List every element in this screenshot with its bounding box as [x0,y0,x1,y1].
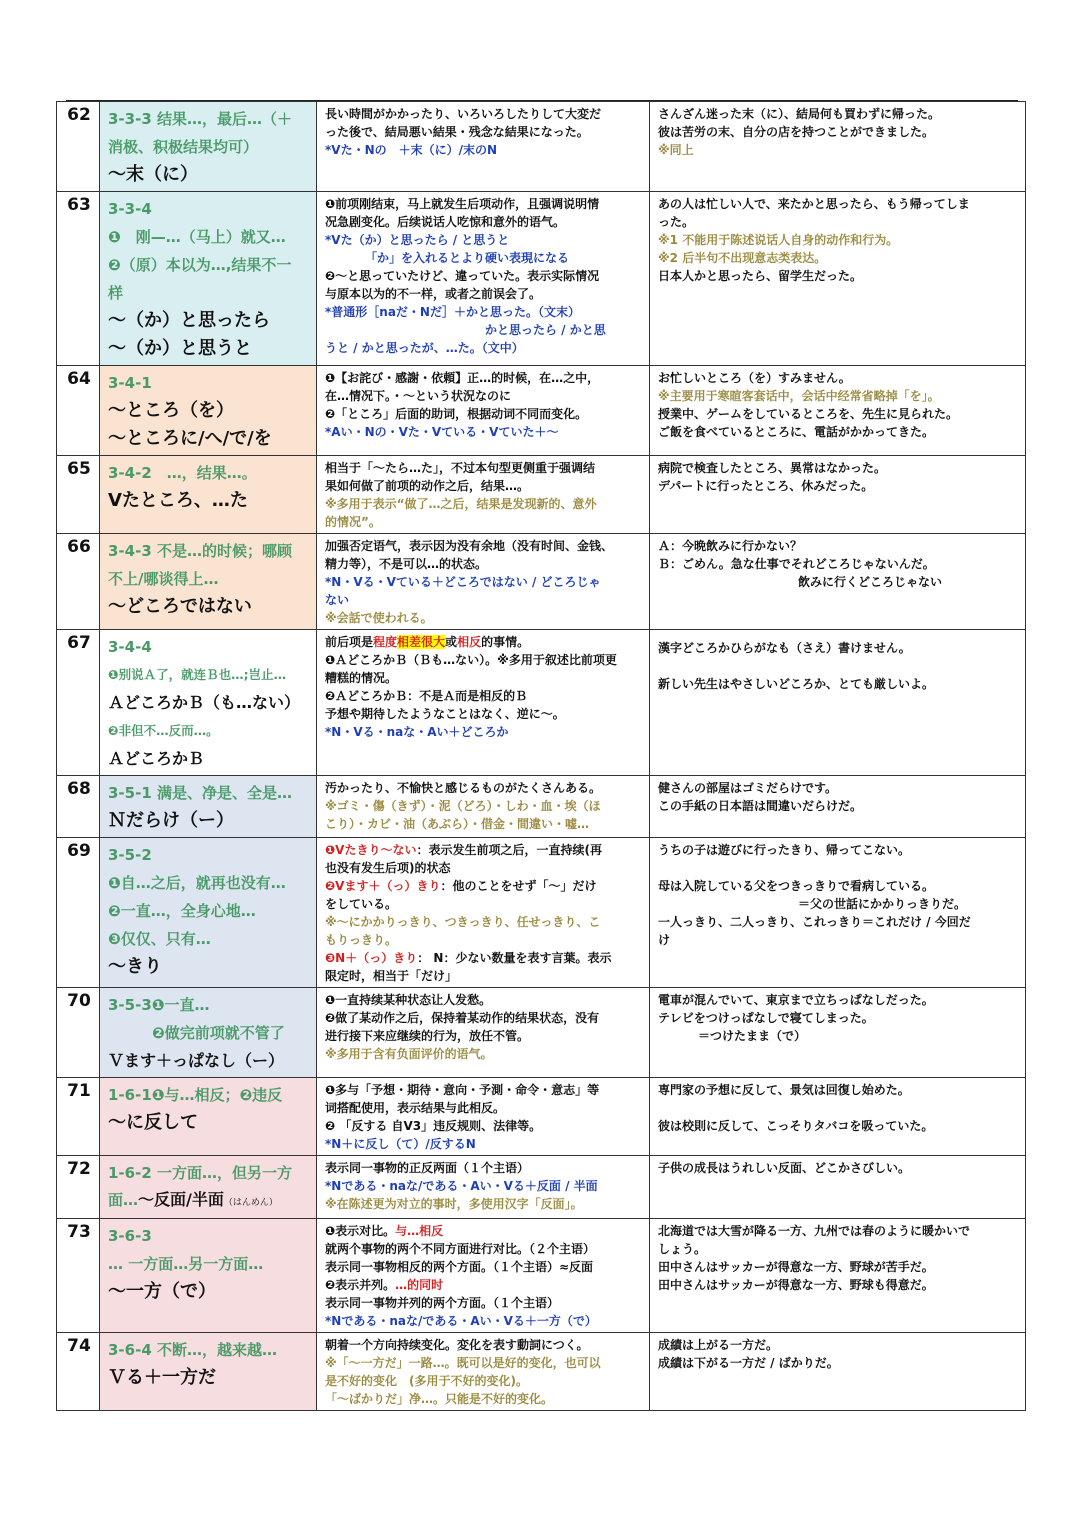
grammar-pattern: ～きり [108,956,162,977]
form-line: *Nである・naな/である・Aい・Vる＋一方（で） [325,1314,597,1328]
example-line: デパートに行ったところ、休みだった。 [658,479,874,493]
row-number: 69 [57,838,100,988]
grammar-code: 1-6-1❶与…相反；❷违反 [108,1086,283,1104]
table-row [57,838,1026,988]
grammar-cell [100,366,317,456]
row-number: 70 [57,988,100,1078]
explanation-line: ❶一直持续某种状态让人发愁。 [325,993,492,1007]
example-line: この手紙の日本語は間違いだらけだ。 [658,799,863,813]
note-line: ※同上 [658,143,694,157]
example-line: 健さんの部屋はゴミだらけです。 [658,781,838,795]
grammar-meaning: ❷一直…，全身心地… [108,902,256,920]
text: ：表示发生前项之后，一直持续(再 [416,843,602,857]
example-cell [650,1156,1026,1219]
grammar-meaning: ❷做完前项就不管了 [152,1024,285,1042]
grammar-meaning: 不上/哪谈得上… [108,570,219,588]
example-line: 電車が混んでいて、東京まで立ちっぱなしだった。 [658,993,934,1007]
explanation-line: 予想や期待したようなことはなく、逆に～。 [325,707,565,721]
text: 或 [445,635,458,649]
highlighted-text: 相差很大 [397,635,446,649]
example-line: 北海道では大雪が降る一方、九州では春のように暖かいで [658,1224,971,1238]
example-line: った。 [658,215,695,229]
grammar-meaning: ❶自…之后，就再也没有… [108,874,286,892]
grammar-code: 3-3-3 结果…，最后…（＋ [108,110,292,128]
row-number: 62 [57,102,100,192]
emphasis-text: 程度 [373,635,398,649]
example-line: ＝父の世話にかかりっきりだ。 [798,897,967,911]
note-line: 「～ばかりだ」净…。只能是不好的变化。 [325,1392,554,1406]
example-line: 授業中、ゲームをしているところを、先生に見られた。 [658,407,959,421]
emphasis-text: …的同时 [395,1278,444,1292]
example-cell [650,456,1026,534]
example-line: け [658,933,671,947]
form-line: 「か」を入れるとより硬い表現になる [365,251,570,265]
table-row [57,1333,1026,1411]
text: ： N：少ない数量を表す言葉。表示 [417,951,612,965]
grammar-meaning: … 一方面…另一方面… [108,1255,264,1273]
explanation-line: ❷ＡどころかＢ：不是Ａ而是相反的Ｂ [325,689,528,703]
table-row [57,534,1026,630]
example-cell [650,630,1026,776]
form-line: *Nである・naな/である・Aい・Vる＋反面 / 半面 [325,1179,598,1193]
example-line: 専門家の予想に反して、景気は回復し始めた。 [658,1083,910,1097]
grammar-cell [100,630,317,776]
example-line: 病院で検査したところ、異常はなかった。 [658,461,887,475]
explanation-line: 在…情况下。・～という状況なのに [325,389,512,403]
grammar-cell [100,1333,317,1411]
explanation-cell [317,366,650,456]
note-line: ※2 后半句不出现意志类表达。 [658,251,827,265]
grammar-pattern: Vたところ、…た [108,490,248,511]
table-row [57,1078,1026,1156]
grammar-pattern: ～（か）と思ったら [108,310,270,331]
grammar-pattern: ～一方（で） [108,1281,216,1302]
grammar-cell [100,192,317,366]
row-number: 72 [57,1156,100,1219]
note-line: ※ゴミ・傷（きず）・泥（どろ）・しわ・血・埃（ほ [325,799,601,813]
grammar-cell [100,776,317,838]
example-line: 成績は下がる一方だ / ばかりだ。 [658,1356,839,1370]
explanation-cell [317,1078,650,1156]
grammar-meaning: ❷（原）本以为…,结果不一 [108,256,292,274]
explanation-line: ❶多与「予想・期待・意向・予測・命令・意志」等 [325,1083,600,1097]
note-line: ※1 不能用于陈述说话人自身的动作和行为。 [658,233,899,247]
explanation-line: 与原本以为的不一样，或者之前误会了。 [325,287,542,301]
explanation-line [325,949,643,967]
example-line: 子供の成長はうれしい反面、どこかさびしい。 [658,1161,911,1175]
explanation-line: ❶【お詫び・感謝・依頼】正…的时候，在…之中， [325,371,600,385]
explanation-line: ❷「ところ」后面的助词，根据动词不同而变化。 [325,407,588,421]
note-line: もりっきり。 [325,933,398,947]
example-line: 飲みに行くどころじゃない [798,575,943,589]
explanation-line: 長い時間がかかったり、いろいろしたりして大変だ [325,107,602,121]
text: ❷表示并列。 [325,1278,396,1292]
note-line: こり）・カビ・油（あぶら）・借金・間違い・嘘… [325,817,590,831]
example-cell [650,1333,1026,1411]
form-line: *普通形［naだ・Nだ］＋かと思った。（文末） [325,305,580,319]
explanation-line: 限定时，相当于「だけ」 [325,969,458,983]
explanation-cell [317,534,650,630]
row-number: 67 [57,630,100,776]
example-line: 田中さんはサッカーが得意な一方、野球も得意だ。 [658,1278,934,1292]
explanation-cell [317,456,650,534]
explanation-line: 表示同一事物的正反两面（１个主语） [325,1161,530,1175]
explanation-line [325,633,643,651]
row-number: 63 [57,192,100,366]
explanation-line: 进行接下来应继续的行为，放任不管。 [325,1029,530,1043]
explanation-line: 加强否定语气，表示因为没有余地（没有时间、金钱、 [325,539,614,553]
grammar-cell [100,1219,317,1333]
explanation-line: 朝着一个方向持续变化。変化を表す動詞につく。 [325,1338,589,1352]
table-row [57,1219,1026,1333]
grammar-meaning: ❸仅仅、只有… [108,930,211,948]
grammar-code: 3-4-1 [108,374,152,392]
table-row [57,102,1026,192]
explanation-line: 相当于「～たら…た」，不过本句型更侧重于强调结 [325,461,596,475]
explanation-line: 表示同一事物相反的两个方面。（１个主语）≈反面 [325,1260,594,1274]
grammar-meaning: ❶ 刚—…（马上）就又… [108,228,286,246]
grammar-cell [100,1078,317,1156]
form-line: *Vた（か）と思ったら / と思うと [325,233,510,247]
grammar-code: 3-5-2 [108,846,152,864]
example-line: ご飯を食べているところに、電話がかかってきた。 [658,425,935,439]
emphasis-text: ❶Vたきり～ない [325,843,417,857]
row-number: 71 [57,1078,100,1156]
form-line: うと / かと思ったが、…た。（文中） [325,341,524,355]
explanation-cell [317,102,650,192]
row-number: 68 [57,776,100,838]
grammar-pattern-line [108,1187,310,1216]
grammar-cell [100,456,317,534]
grammar-code: 面… [108,1191,139,1209]
explanation-cell [317,1156,650,1219]
grammar-pattern: Ｖる＋一方だ [108,1367,216,1388]
example-line: 一人っきり、二人っきり、これっきり＝これだけ / 今回だ [658,915,971,929]
row-number: 64 [57,366,100,456]
text: 的事情。 [481,635,530,649]
explanation-cell [317,1333,650,1411]
grammar-code: 3-5-3❶一直… [108,996,210,1014]
reading-note: （はんめん） [223,1198,278,1208]
explanation-line: ❷做了某动作之后，保持着某动作的结果状态，没有 [325,1011,600,1025]
grammar-pattern: ～（か）と思うと [108,338,252,359]
emphasis-text: ❷Vます＋（っ）きり [325,879,441,893]
grammar-code: 3-4-2 …，结果…。 [108,464,257,482]
example-cell [650,1219,1026,1333]
form-line: *N・Vる・Vている＋どころではない / どころじゃ [325,575,601,589]
form-line: *N・Vる・naな・Aい＋どころか [325,725,509,739]
note-line: 的情况”。 [325,515,381,529]
grammar-cell [100,102,317,192]
explanation-line: 糟糕的情况。 [325,671,398,685]
example-line: Ｂ：ごめん。急な仕事でそれどころじゃないんだ。 [658,557,935,571]
form-line: かと思ったら / かと思 [485,323,606,337]
explanation-line [325,1276,643,1294]
explanation-line: 也没有发生后项)的状态 [325,861,451,875]
explanation-line: 就两个事物的两个不同方面进行对比。（２个主语） [325,1242,596,1256]
explanation-line: ❷ 「反する 自V3」违反规则、法律等。 [325,1119,542,1133]
row-number: 74 [57,1333,100,1411]
note-line: ※会話で使われる。 [325,611,433,625]
example-line: Ａ：今晩飲みに行かない？ [658,539,803,553]
table-row [57,456,1026,534]
table-row [57,776,1026,838]
grammar-pattern: ～末（に） [108,164,198,185]
explanation-line [325,841,643,859]
emphasis-text: 相反 [457,635,482,649]
explanation-cell [317,1219,650,1333]
example-line: テレビをつけっぱなしで寝てしまった。 [658,1011,874,1025]
explanation-line: ❶前项刚结束，马上就发生后项动作，且强调说明情 [325,197,600,211]
row-number: 66 [57,534,100,630]
explanation-cell [317,630,650,776]
text: 前后项是 [325,635,374,649]
example-line: 彼は校則に反して、こっそりタバコを吸っていた。 [658,1119,934,1133]
explanation-line: 况急剧变化。后续说话人吃惊和意外的语气。 [325,215,566,229]
example-cell [650,366,1026,456]
form-line: *Vた・Nの ＋末（に）/末のN [325,143,498,157]
example-line: 漢字どころかひらがなも（さえ）書けません。 [658,641,911,655]
example-line: 田中さんはサッカーが得意な一方、野球が苦手だ。 [658,1260,934,1274]
grammar-code: 3-3-4 [108,200,152,218]
note-line: ※「～一方だ」一路…。既可以是好的变化，也可以 [325,1356,601,1370]
example-line: あの人は忙しい人で、来たかと思ったら、もう帰ってしま [658,197,970,211]
grammar-pattern: ＡどころかＢ [108,749,205,768]
form-line: ない [325,593,350,607]
form-line: *Aい・Nの・Vた・Vている・Vていた＋～ [325,425,559,439]
note-line: ※多用于表示“做了…之后，结果是发现新的、意外 [325,497,597,511]
example-line: ＝つけたまま（で） [698,1029,807,1043]
example-line: うちの子は遊びに行ったきり、帰ってこない。 [658,843,911,857]
explanation-line: 精力等），不是可以…的状态。 [325,557,488,571]
note-line: 是不好的变化 (多用于不好的变化)。 [325,1374,528,1388]
grammar-cell [100,1156,317,1219]
explanation-line: ❷～と思っていたけど、違っていた。表示实际情况 [325,269,600,283]
grammar-pattern: ～ところに/へ/で/を [108,428,272,449]
grammar-pattern: ～ところ（を） [108,400,234,421]
explanation-line: 表示同一事物并列的两个方面。（１个主语） [325,1296,560,1310]
example-cell [650,838,1026,988]
grammar-cell [100,534,317,630]
table-row [57,630,1026,776]
grammar-code: 1-6-2 一方面…，但另一方 [108,1164,292,1182]
explanation-line: 词搭配使用，表示结果与此相反。 [325,1101,506,1115]
table-row [57,1156,1026,1219]
note-line: ※主要用于寒暄客套话中，会话中经常省略掉「を」。 [658,389,940,403]
grammar-code: 3-4-4 [108,638,152,656]
example-line: さんざん迷った末（に）、結局何も買わずに帰った。 [658,107,941,121]
explanation-line [325,1222,643,1240]
grammar-table [56,101,1026,1411]
row-number: 65 [57,456,100,534]
example-line: 新しい先生はやさしいどころか、とても厳しいよ。 [658,677,935,691]
example-cell [650,102,1026,192]
example-line: 母は入院している父をつきっきりで看病している。 [658,879,935,893]
emphasis-text: ❸N＋（っ）きり [325,951,418,965]
explanation-line [325,877,643,895]
text: ❶表示对比。 [325,1224,396,1238]
row-number: 73 [57,1219,100,1333]
grammar-meaning: 消极、积极结果均可） [108,138,259,156]
example-line: 日本人かと思ったら、留学生だった。 [658,269,863,283]
grammar-cell [100,988,317,1078]
grammar-code: 3-5-1 满是、净是、全是… [108,784,292,802]
form-line: *N＋に反し（て）/反するN [325,1137,476,1151]
example-line: お忙しいところ（を）すみません。 [658,371,851,385]
explanation-cell [317,988,650,1078]
note-line: ※～にかかりっきり、つきっきり、任せっきり、こ [325,915,601,929]
explanation-cell [317,776,650,838]
example-cell [650,776,1026,838]
explanation-cell [317,838,650,988]
example-line: しょう。 [658,1242,707,1256]
grammar-pattern: Ｎだらけ（ー） [108,810,234,831]
example-cell [650,192,1026,366]
explanation-line: ❶ＡどころかＢ（Ｂも…ない）。※多用于叙述比前项更 [325,653,617,667]
grammar-code: 3-4-3 不是…的时候；哪顾 [108,542,292,560]
grammar-pattern: Ｖます＋っぱなし（ー） [108,1051,285,1070]
note-line: ※多用于含有负面评价的语气。 [325,1047,493,1061]
emphasis-text: 与…相反 [395,1224,444,1238]
explanation-line: 果如何做了前项的动作之后，结果…。 [325,479,530,493]
grammar-code: 3-6-3 [108,1227,152,1245]
table-row [57,366,1026,456]
explanation-line: った後で、結局悪い結果・残念な結果になった。 [325,125,589,139]
example-line: 彼は苦労の末、自分の店を持つことができました。 [658,125,935,139]
grammar-pattern: ～に反して [108,1112,198,1133]
grammar-pattern: ～どころではない [108,596,252,617]
grammar-meaning: 样 [108,284,124,302]
grammar-cell [100,838,317,988]
grammar-meaning: ❶别说Ａ了，就连Ｂ也…;岂止… [108,667,287,682]
text: ：他のことをせず「～」だけ [440,879,597,893]
note-line: ※在陈述更为对立的事时，多使用汉字「反面」。 [325,1197,583,1211]
grammar-pattern: ＡどころかＢ（も…ない） [108,693,301,712]
explanation-line: をしている。 [325,897,398,911]
explanation-cell [317,192,650,366]
table-row [57,192,1026,366]
explanation-line: 汚かったり、不愉快と感じるものがたくさんある。 [325,781,602,795]
table-row [57,988,1026,1078]
example-line: 成績は上がる一方だ。 [658,1338,779,1352]
grammar-meaning: ❷非但不…反而…。 [108,723,219,738]
example-cell [650,1078,1026,1156]
example-cell [650,988,1026,1078]
example-cell [650,534,1026,630]
grammar-code: 3-6-4 不断…，越来越… [108,1341,277,1359]
grammar-pattern: ～反面/半面 [138,1190,224,1209]
